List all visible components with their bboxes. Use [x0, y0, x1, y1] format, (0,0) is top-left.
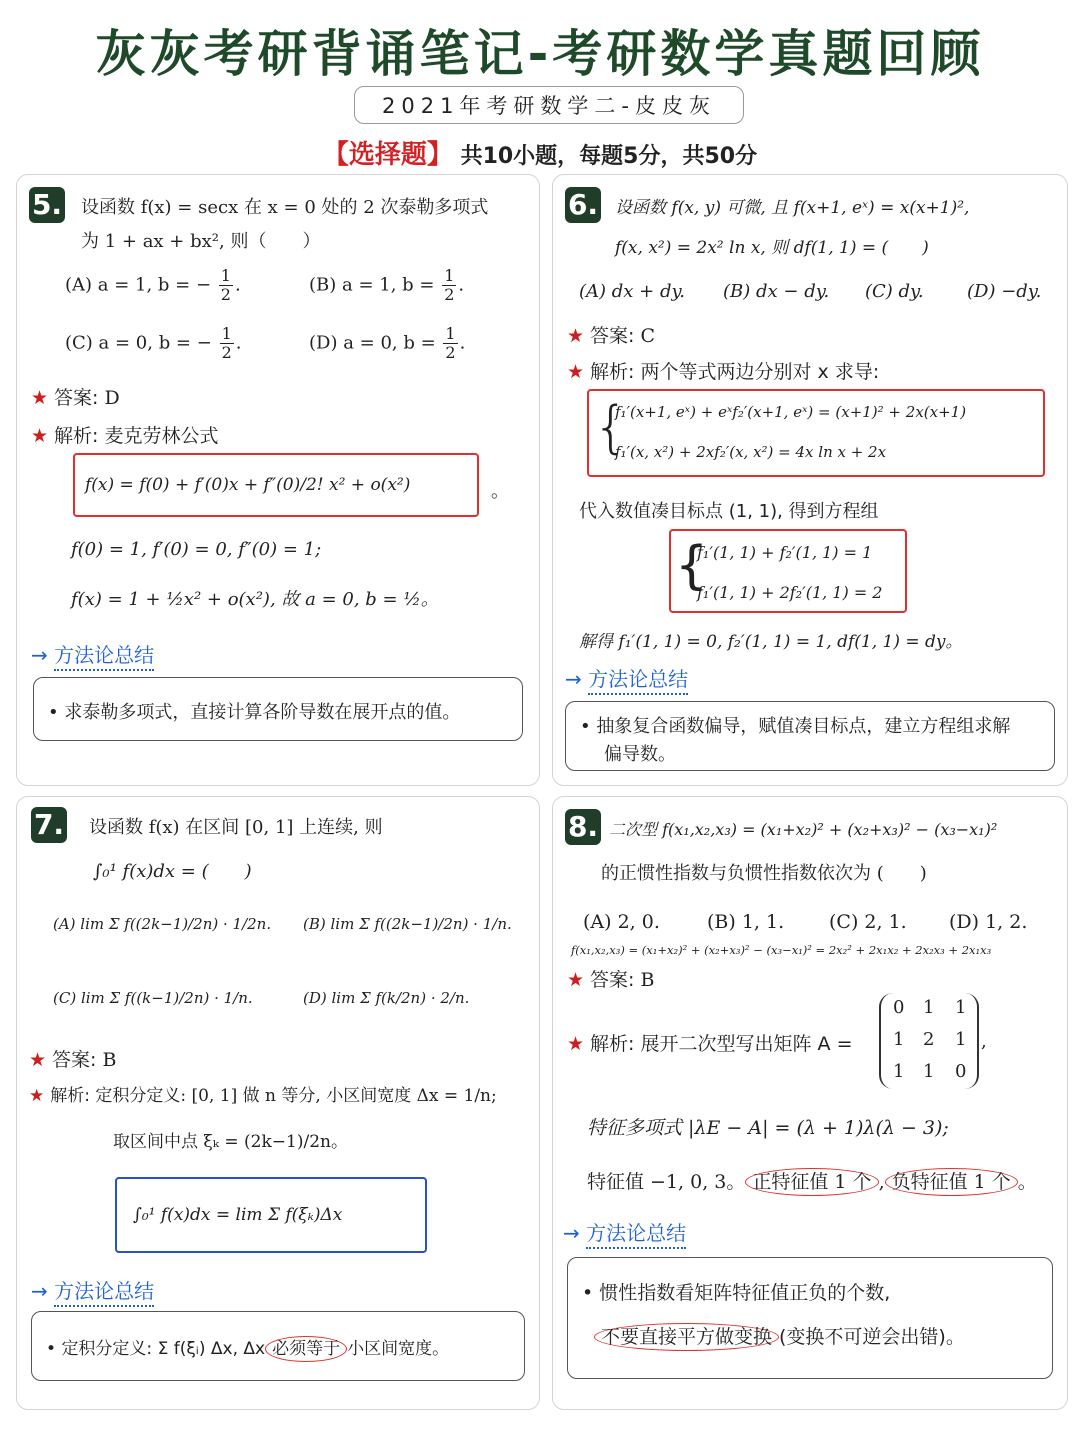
question-stem-line2: 为 1 + ax + bx², 则（ ）: [81, 231, 321, 252]
analysis-label: 解析:: [50, 1086, 90, 1106]
option-c: (C) dy.: [865, 281, 924, 302]
option-b: (B) a = 1, b = $\frac{1}{2}$ .: [309, 266, 465, 304]
period-mark: 。: [491, 481, 509, 502]
analysis-label: 解析:: [54, 425, 99, 447]
star-icon: ★: [31, 387, 49, 409]
star-icon: ★: [29, 1086, 45, 1106]
arrow-right-icon: →: [31, 643, 48, 667]
bullet: •: [582, 1282, 594, 1304]
method-heading: [565, 663, 688, 692]
answer-label: 答案:: [52, 1049, 97, 1071]
option-a: (A) dx + dy.: [579, 281, 685, 302]
section-info: 共10小题，每题5分，共50分: [460, 144, 758, 169]
question-stem-line2: f(x, x²) = 2x² ln x, 则 df(1, 1) = ( ): [615, 238, 929, 258]
eigenvalues-row: 特征值 −1, 0, 3。 正特征值 1 个 , 负特征值 1 个 。: [587, 1167, 1037, 1194]
option-b: (B) 1, 1.: [707, 911, 785, 933]
option-a: (A) 2, 0.: [583, 911, 660, 933]
negative-eigen-circled: 负特征值 1 个: [885, 1168, 1018, 1196]
question-stem-line1: 二次型 f(x₁,x₂,x₃) = (x₁+x₂)² + (x₂+x₃)² − (x₃−x₁)²: [609, 820, 998, 839]
eigenvalues-text: 特征值 −1, 0, 3。: [587, 1171, 746, 1193]
riemann-formula: ∫₀¹ f(x)dx = lim Σ f(ξₖ)Δx: [133, 1205, 343, 1225]
answer-value: C: [640, 325, 656, 347]
question-card-5: [16, 174, 540, 786]
star-icon: ★: [567, 969, 585, 991]
matrix-cell: 1: [893, 1029, 905, 1050]
summary-item: [48, 698, 460, 724]
option-c: (C) 2, 1.: [829, 911, 907, 933]
summary-item: [46, 1334, 449, 1359]
frac-num: 1: [444, 266, 455, 285]
summary-line2: [594, 1322, 965, 1349]
option-b: (B) dx − dy.: [723, 281, 830, 302]
arrow-right-icon: →: [563, 1221, 580, 1245]
option-c: (C) a = 0, b = − $\frac{1}{2}$ .: [65, 324, 242, 362]
matrix-cell: 2: [923, 1029, 935, 1050]
method-title: 方法论总结: [588, 667, 688, 695]
expansion-line: f(x₁,x₂,x₃) = (x₁+x₂)² + (x₂+x₃)² − (x₃−x₁)² = 2x₂² + 2x₁x₂ + 2x₂x₃ + 2x₁x₃: [571, 943, 992, 957]
question-stem-line1: 设函数 f(x) = secx 在 x = 0 处的 2 次泰勒多项式: [81, 197, 489, 218]
matrix-comma: ,: [981, 1031, 987, 1052]
matrix-cell: 1: [955, 1029, 967, 1050]
derivative-values: f(0) = 1, f′(0) = 0, f″(0) = 1;: [71, 539, 322, 560]
question-stem-line1: 设函数 f(x, y) 可微, 且 f(x+1, eˣ) = x(x+1)²,: [615, 198, 970, 218]
answer-label: 答案:: [54, 387, 99, 409]
section-tag: 【选择题】: [322, 140, 453, 170]
answer-row: [31, 383, 120, 410]
star-icon: ★: [31, 425, 49, 447]
frac-den: 2: [444, 285, 455, 304]
matrix-cell: 1: [955, 997, 967, 1018]
star-icon: ★: [29, 1049, 47, 1071]
matrix-cell: 1: [923, 1061, 935, 1082]
analysis-row: [29, 1081, 497, 1106]
method-heading: [31, 639, 154, 668]
frac-den: 2: [220, 285, 231, 304]
question-number: 7.: [31, 807, 67, 843]
question-number: 5.: [29, 187, 65, 223]
frac-den: 2: [445, 343, 456, 362]
summary-box: [567, 1257, 1053, 1379]
option-d: (D) 1, 2.: [949, 911, 1028, 933]
option-d-fraction: [443, 325, 457, 362]
analysis-row: [567, 1029, 853, 1056]
star-icon: ★: [567, 325, 585, 347]
page-title: 灰灰考研背诵笔记-考研数学真题回顾: [95, 25, 985, 83]
brace-icon: {: [593, 395, 629, 460]
summary-text-line1: 惯性指数看矩阵特征值正负的个数,: [599, 1282, 891, 1304]
question-card-8: [552, 796, 1068, 1410]
taylor-result: f(x) = 1 + ½x² + o(x²), 故 a = 0, b = ½。: [71, 589, 439, 610]
bullet: •: [48, 702, 59, 723]
positive-eigen-circled: 正特征值 1 个: [745, 1168, 878, 1196]
bullet: •: [46, 1339, 57, 1359]
option-a-text: (A) a = 1, b = −: [65, 274, 212, 296]
circled-emphasis: 必须等于: [265, 1336, 347, 1362]
answer-value: D: [104, 387, 120, 409]
question-stem-line2: 的正惯性指数与负惯性指数依次为 ( ): [601, 863, 927, 884]
answer-value: B: [102, 1049, 117, 1071]
system2-eq1: f₁′(1, 1) + f₂′(1, 1) = 1: [697, 543, 873, 562]
section-header: [0, 134, 1080, 171]
method-title: 方法论总结: [54, 1279, 154, 1307]
brace-icon: {: [675, 536, 709, 596]
analysis-text: 展开二次型写出矩阵 A =: [640, 1033, 853, 1055]
star-icon: ★: [567, 361, 585, 383]
maclaurin-formula: f(x) = f(0) + f′(0)x + f″(0)/2! x² + o(x²): [85, 475, 411, 495]
substitute-text: 代入数值凑目标点 (1, 1), 得到方程组: [579, 501, 879, 522]
summary-item: [582, 1278, 890, 1305]
arrow-right-icon: →: [31, 1279, 48, 1303]
option-b-fraction: [442, 267, 456, 304]
arrow-right-icon: →: [565, 667, 582, 691]
matrix-cell: 1: [923, 997, 935, 1018]
frac-num: 1: [445, 324, 456, 343]
solution-text: 解得 f₁′(1, 1) = 0, f₂′(1, 1) = 1, df(1, 1) = dy。: [579, 632, 963, 652]
option-d: (D) a = 0, b = $\frac{1}{2}$ .: [309, 324, 466, 362]
option-c-fraction: [220, 325, 234, 362]
system1-eq2: f₁′(x, x²) + 2xf₂′(x, x²) = 4x ln x + 2x: [615, 443, 887, 461]
summary-box: [31, 1311, 525, 1381]
summary-text-pre: 定积分定义: Σ f(ξᵢ) Δx, Δx: [61, 1339, 266, 1359]
analysis-label: 解析:: [590, 1033, 635, 1055]
matrix-cell: 0: [893, 997, 905, 1018]
method-heading: [31, 1275, 154, 1304]
answer-row: [567, 965, 654, 992]
option-a: (A) a = 1, b = − $\frac{1}{2}$ .: [65, 266, 241, 304]
option-d: (D) lim Σ f(k/2n) · 2/n.: [303, 989, 470, 1007]
answer-row: [567, 321, 655, 348]
system2-eq2: f₁′(1, 1) + 2f₂′(1, 1) = 2: [697, 583, 883, 602]
summary-box: [565, 701, 1055, 771]
page-subtitle: 2021年考研数学二-皮皮灰: [354, 86, 744, 124]
method-heading: [563, 1217, 686, 1246]
analysis-text: 定积分定义: [0, 1] 做 n 等分, 小区间宽度 Δx = 1/n;: [95, 1086, 497, 1106]
answer-label: 答案:: [590, 325, 635, 347]
matrix-a: [879, 993, 979, 1089]
option-a: (A) lim Σ f((2k−1)/2n) · 1/2n.: [53, 915, 272, 933]
summary-box: [33, 677, 523, 741]
option-c-text: (C) a = 0, b = −: [65, 332, 212, 354]
system1-eq1: f₁′(x+1, eˣ) + eˣf₂′(x+1, eˣ) = (x+1)² + 2x(x+1): [615, 403, 967, 421]
summary-text-post: 小区间宽度。: [347, 1339, 450, 1359]
summary-text-line1: 抽象复合函数偏导，赋值凑目标点，建立方程组求解: [596, 716, 1011, 737]
analysis-text: 麦克劳林公式: [104, 425, 219, 447]
method-title: 方法论总结: [54, 643, 154, 671]
option-a-fraction: [219, 267, 233, 304]
option-d-text: (D) a = 0, b =: [309, 332, 436, 354]
characteristic-polynomial: 特征多项式 |λE − A| = (λ + 1)λ(λ − 3);: [587, 1117, 949, 1139]
option-b-text: (B) a = 1, b =: [309, 274, 435, 296]
option-b: (B) lim Σ f((2k−1)/2n) · 1/n.: [303, 915, 512, 933]
summary-text-post: (变换不可逆会出错)。: [779, 1326, 965, 1348]
question-number: 8.: [565, 809, 601, 845]
option-d: (D) −dy.: [967, 281, 1042, 302]
question-card-7: [16, 796, 540, 1410]
question-number: 6.: [565, 187, 601, 223]
midpoint-text: 取区间中点 ξₖ = (2k−1)/2n。: [113, 1132, 348, 1152]
analysis-text: 两个等式两边分别对 x 求导:: [640, 361, 880, 383]
matrix-cell: 0: [955, 1061, 967, 1082]
option-c: (C) lim Σ f((k−1)/2n) · 1/n.: [53, 989, 253, 1007]
answer-row: [29, 1045, 116, 1072]
matrix-cell: 1: [893, 1061, 905, 1082]
summary-text: 求泰勒多项式，直接计算各阶导数在展开点的值。: [64, 702, 461, 723]
star-icon: ★: [567, 1033, 585, 1055]
frac-den: 2: [221, 343, 232, 362]
answer-value: B: [640, 969, 655, 991]
analysis-row: [31, 421, 219, 448]
summary-item: [580, 712, 1010, 738]
question-stem-line1: 设函数 f(x) 在区间 [0, 1] 上连续, 则: [89, 817, 383, 838]
circled-warning: 不要直接平方做变换: [594, 1323, 779, 1351]
question-stem-line2: ∫₀¹ f(x)dx = ( ): [93, 861, 252, 882]
frac-num: 1: [220, 266, 231, 285]
analysis-row: [567, 357, 879, 384]
answer-label: 答案:: [590, 969, 635, 991]
summary-text-line2: 偏导数。: [604, 744, 676, 765]
analysis-label: 解析:: [590, 361, 635, 383]
question-card-6: [552, 174, 1068, 786]
method-title: 方法论总结: [586, 1221, 686, 1249]
frac-num: 1: [221, 324, 232, 343]
bullet: •: [580, 716, 591, 737]
